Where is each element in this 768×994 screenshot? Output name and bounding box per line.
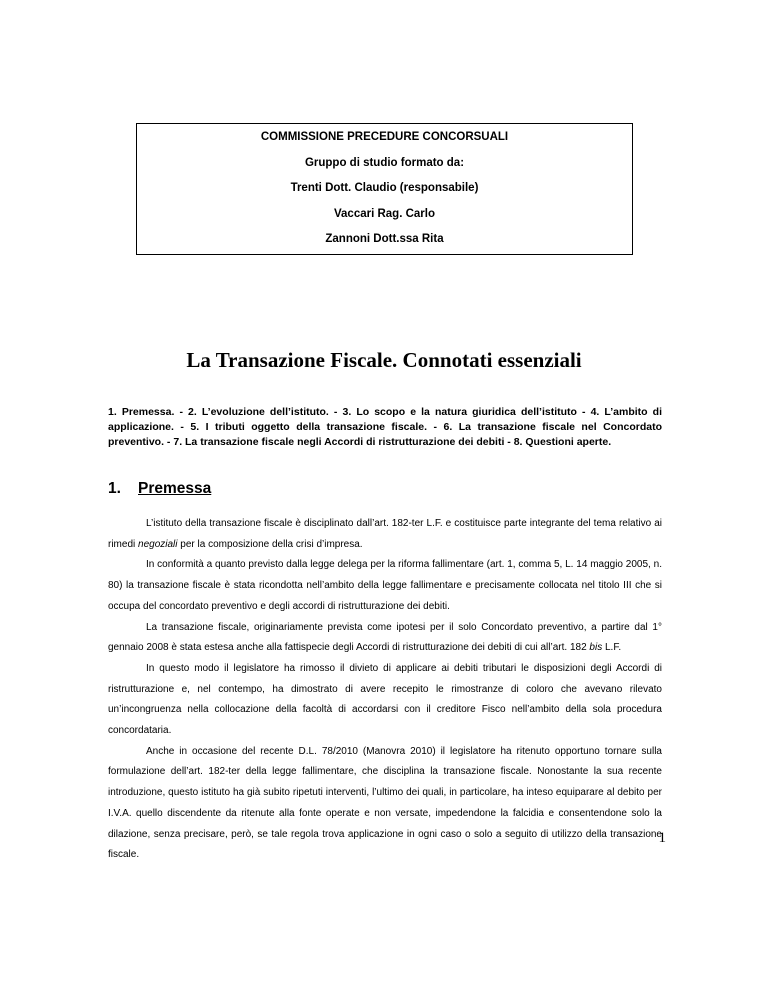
document-title: La Transazione Fiscale. Connotati essenziali: [186, 348, 582, 372]
header-box: [136, 123, 633, 255]
paragraph-2: In conformità a quanto previsto dalla legge delega per la riforma fallimentare (art. 1, comma 5, L. 14 maggio 2005, n. 80) la transazione fiscale è stata ricondotta nell’ambito della legge fallimentare e precisamente collocata nel titolo III che si occupa del concordato preventivo e degli accordi di ristrutturazione dei debiti.: [108, 559, 662, 612]
body-text: [108, 514, 662, 866]
member-2: Vaccari Rag. Carlo: [334, 208, 435, 220]
section-number: 1.: [108, 480, 121, 497]
paragraph-1-text-b: per la composizione della crisi d’impresa.: [177, 538, 363, 550]
section-title: Premessa: [138, 480, 212, 497]
paragraph-5: Anche in occasione del recente D.L. 78/2010 (Manovra 2010) il legislatore ha ritenuto opportuno tornare sulla formulazione dell’art. 182-ter della legge fallimentare, che disciplina la transazione fiscale. Nonostante la sua recente introduzione, questo istituto ha già subito ripetuti interventi, l’ultimo dei quali, in particolare, ha inteso equiparare al debito per I.V.A. quello discendente da ritenute alla fonte operate e non versate, impedendone la falcidia e consentendone solo la dilazione, senza precisare, però, se tale regola trova applicazione in ogni caso o solo a seguito di utilizzo della transazione fiscale.: [108, 745, 662, 861]
page-number: 1: [658, 830, 666, 846]
paragraph-1: [108, 514, 662, 555]
paragraph-3-text-b: L.F.: [602, 642, 622, 654]
table-of-contents: 1. Premessa. - 2. L’evoluzione dell’istituto. - 3. Lo scopo e la natura giuridica dell’istituto - 4. L’ambito di applicazione. - 5. I tributi oggetto della transazione fiscale. - 6. La transazione fiscale nel Concordato preventivo. - 7. La transazione fiscale negli Accordi di ristrutturazione dei debiti - 8. Questioni aperte.: [108, 406, 662, 448]
paragraph-3: [108, 618, 662, 659]
member-3: Zannoni Dott.ssa Rita: [325, 233, 444, 245]
member-1: Trenti Dott. Claudio (responsabile): [290, 182, 479, 194]
section-heading: [108, 480, 508, 498]
paragraph-4: In questo modo il legislatore ha rimosso il divieto di applicare ai debiti tributari le disposizioni degli Accordi di ristrutturazione e, nel contempo, ha dimostrato di avere recepito le rimostranze di coloro che avevano rilevato un’incongruenza nella collocazione della facoltà di accordarsi con il creditore Fisco nell’ambito della sola procedura concordataria.: [108, 662, 662, 737]
paragraph-1-emphasis: negoziali: [138, 538, 178, 550]
paragraph-3-emphasis: bis: [589, 642, 603, 654]
paragraph-1-text-a: L’istituto della transazione fiscale è disciplinato dall’art. 182-ter L.F. e costituisce parte integrante del tema relativo ai rimedi: [108, 518, 662, 550]
paragraph-3-text-a: La transazione fiscale, originariamente prevista come ipotesi per il solo Concordato preventivo, a partire dal 1° gennaio 2008 è stata estesa anche alla fattispecie degli Accordi di ristrutturazione dei debiti di cui all’art. 182: [108, 621, 662, 654]
commission-name: COMMISSIONE PRECEDURE CONCORSUALI: [260, 131, 509, 143]
study-group-label: Gruppo di studio formato da:: [304, 157, 465, 169]
